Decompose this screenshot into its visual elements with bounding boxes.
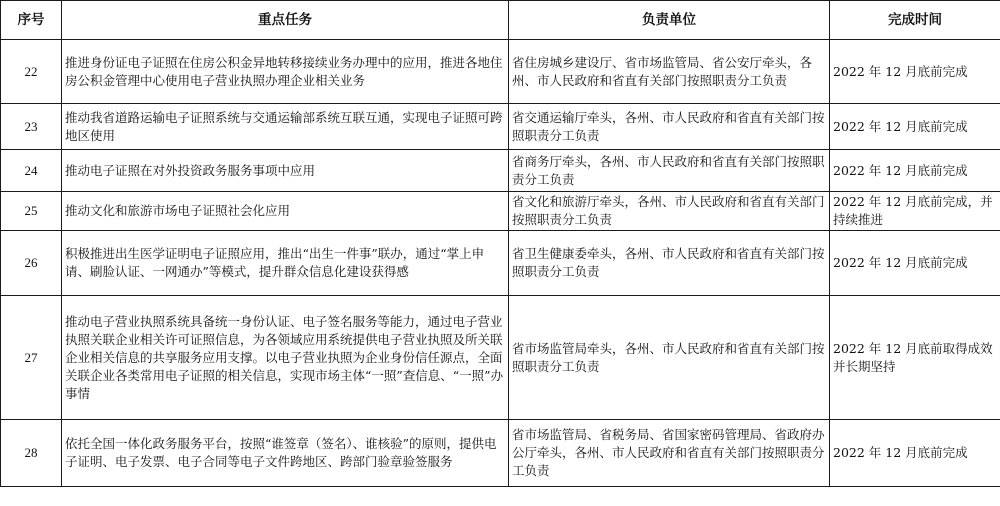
row-time: 2022 年 12 月底前完成 bbox=[830, 150, 1000, 192]
header-unit: 负责单位 bbox=[509, 1, 830, 40]
row-task: 推进身份证电子证照在住房公积金异地转移接续业务办理中的应用，推进各地住房公积金管理中心使用电子营业执照办理企业相关业务 bbox=[62, 40, 509, 104]
table-row bbox=[1, 420, 1000, 487]
row-unit: 省市场监管局牵头，各州、市人民政府和省直有关部门按照职责分工负责 bbox=[509, 296, 830, 420]
row-unit: 省住房城乡建设厅、省市场监管局、省公安厅牵头，各州、市人民政府和省直有关部门按照职责分工负责 bbox=[509, 40, 830, 104]
header-task: 重点任务 bbox=[62, 1, 509, 40]
row-unit: 省交通运输厅牵头，各州、市人民政府和省直有关部门按照职责分工负责 bbox=[509, 104, 830, 150]
row-unit: 省商务厅牵头，各州、市人民政府和省直有关部门按照职责分工负责 bbox=[509, 150, 830, 192]
row-number: 22 bbox=[1, 40, 62, 104]
row-time: 2022 年 12 月底前完成，并持续推进 bbox=[830, 192, 1000, 231]
table-row bbox=[1, 192, 1000, 231]
row-unit: 省市场监管局、省税务局、省国家密码管理局、省政府办公厅牵头，各州、市人民政府和省直有关部门按照职责分工负责 bbox=[509, 420, 830, 487]
table-row bbox=[1, 104, 1000, 150]
row-task: 推动电子营业执照系统具备统一身份认证、电子签名服务等能力，通过电子营业执照关联企业相关许可证照信息，为各领域应用系统提供电子营业执照及所关联企业相关信息的共享服务应用支撑。以电子营业执照为企业身份信任源点，全面关联企业各类常用电子证照的相关信息，实现市场主体“一照”查信息、“一照”办事情 bbox=[62, 296, 509, 420]
row-time: 2022 年 12 月底前完成 bbox=[830, 40, 1000, 104]
row-task: 依托全国一体化政务服务平台，按照“谁签章（签名）、谁核验”的原则，提供电子证明、电子发票、电子合同等电子文件跨地区、跨部门验章验签服务 bbox=[62, 420, 509, 487]
table-row bbox=[1, 296, 1000, 420]
row-time: 2022 年 12 月底前完成 bbox=[830, 104, 1000, 150]
row-task: 积极推进出生医学证明电子证照应用，推出“出生一件事”联办，通过“掌上申请、刷脸认证、一网通办”等模式，提升群众信息化建设获得感 bbox=[62, 231, 509, 296]
row-time: 2022 年 12 月底前完成 bbox=[830, 231, 1000, 296]
row-number: 23 bbox=[1, 104, 62, 150]
row-number: 24 bbox=[1, 150, 62, 192]
row-number: 27 bbox=[1, 296, 62, 420]
header-no: 序号 bbox=[1, 1, 62, 40]
row-number: 28 bbox=[1, 420, 62, 487]
row-number: 26 bbox=[1, 231, 62, 296]
table-row bbox=[1, 40, 1000, 104]
row-time: 2022 年 12 月底前取得成效并长期坚持 bbox=[830, 296, 1000, 420]
row-unit: 省卫生健康委牵头，各州、市人民政府和省直有关部门按照职责分工负责 bbox=[509, 231, 830, 296]
row-task: 推动文化和旅游市场电子证照社会化应用 bbox=[62, 192, 509, 231]
row-task: 推动我省道路运输电子证照系统与交通运输部系统互联互通，实现电子证照可跨地区使用 bbox=[62, 104, 509, 150]
table-row bbox=[1, 150, 1000, 192]
row-time: 2022 年 12 月底前完成 bbox=[830, 420, 1000, 487]
table-row bbox=[1, 231, 1000, 296]
row-number: 25 bbox=[1, 192, 62, 231]
header-time: 完成时间 bbox=[830, 1, 1000, 40]
row-task: 推动电子证照在对外投资政务服务事项中应用 bbox=[62, 150, 509, 192]
row-unit: 省文化和旅游厅牵头，各州、市人民政府和省直有关部门按照职责分工负责 bbox=[509, 192, 830, 231]
table-header-row bbox=[1, 1, 1000, 40]
